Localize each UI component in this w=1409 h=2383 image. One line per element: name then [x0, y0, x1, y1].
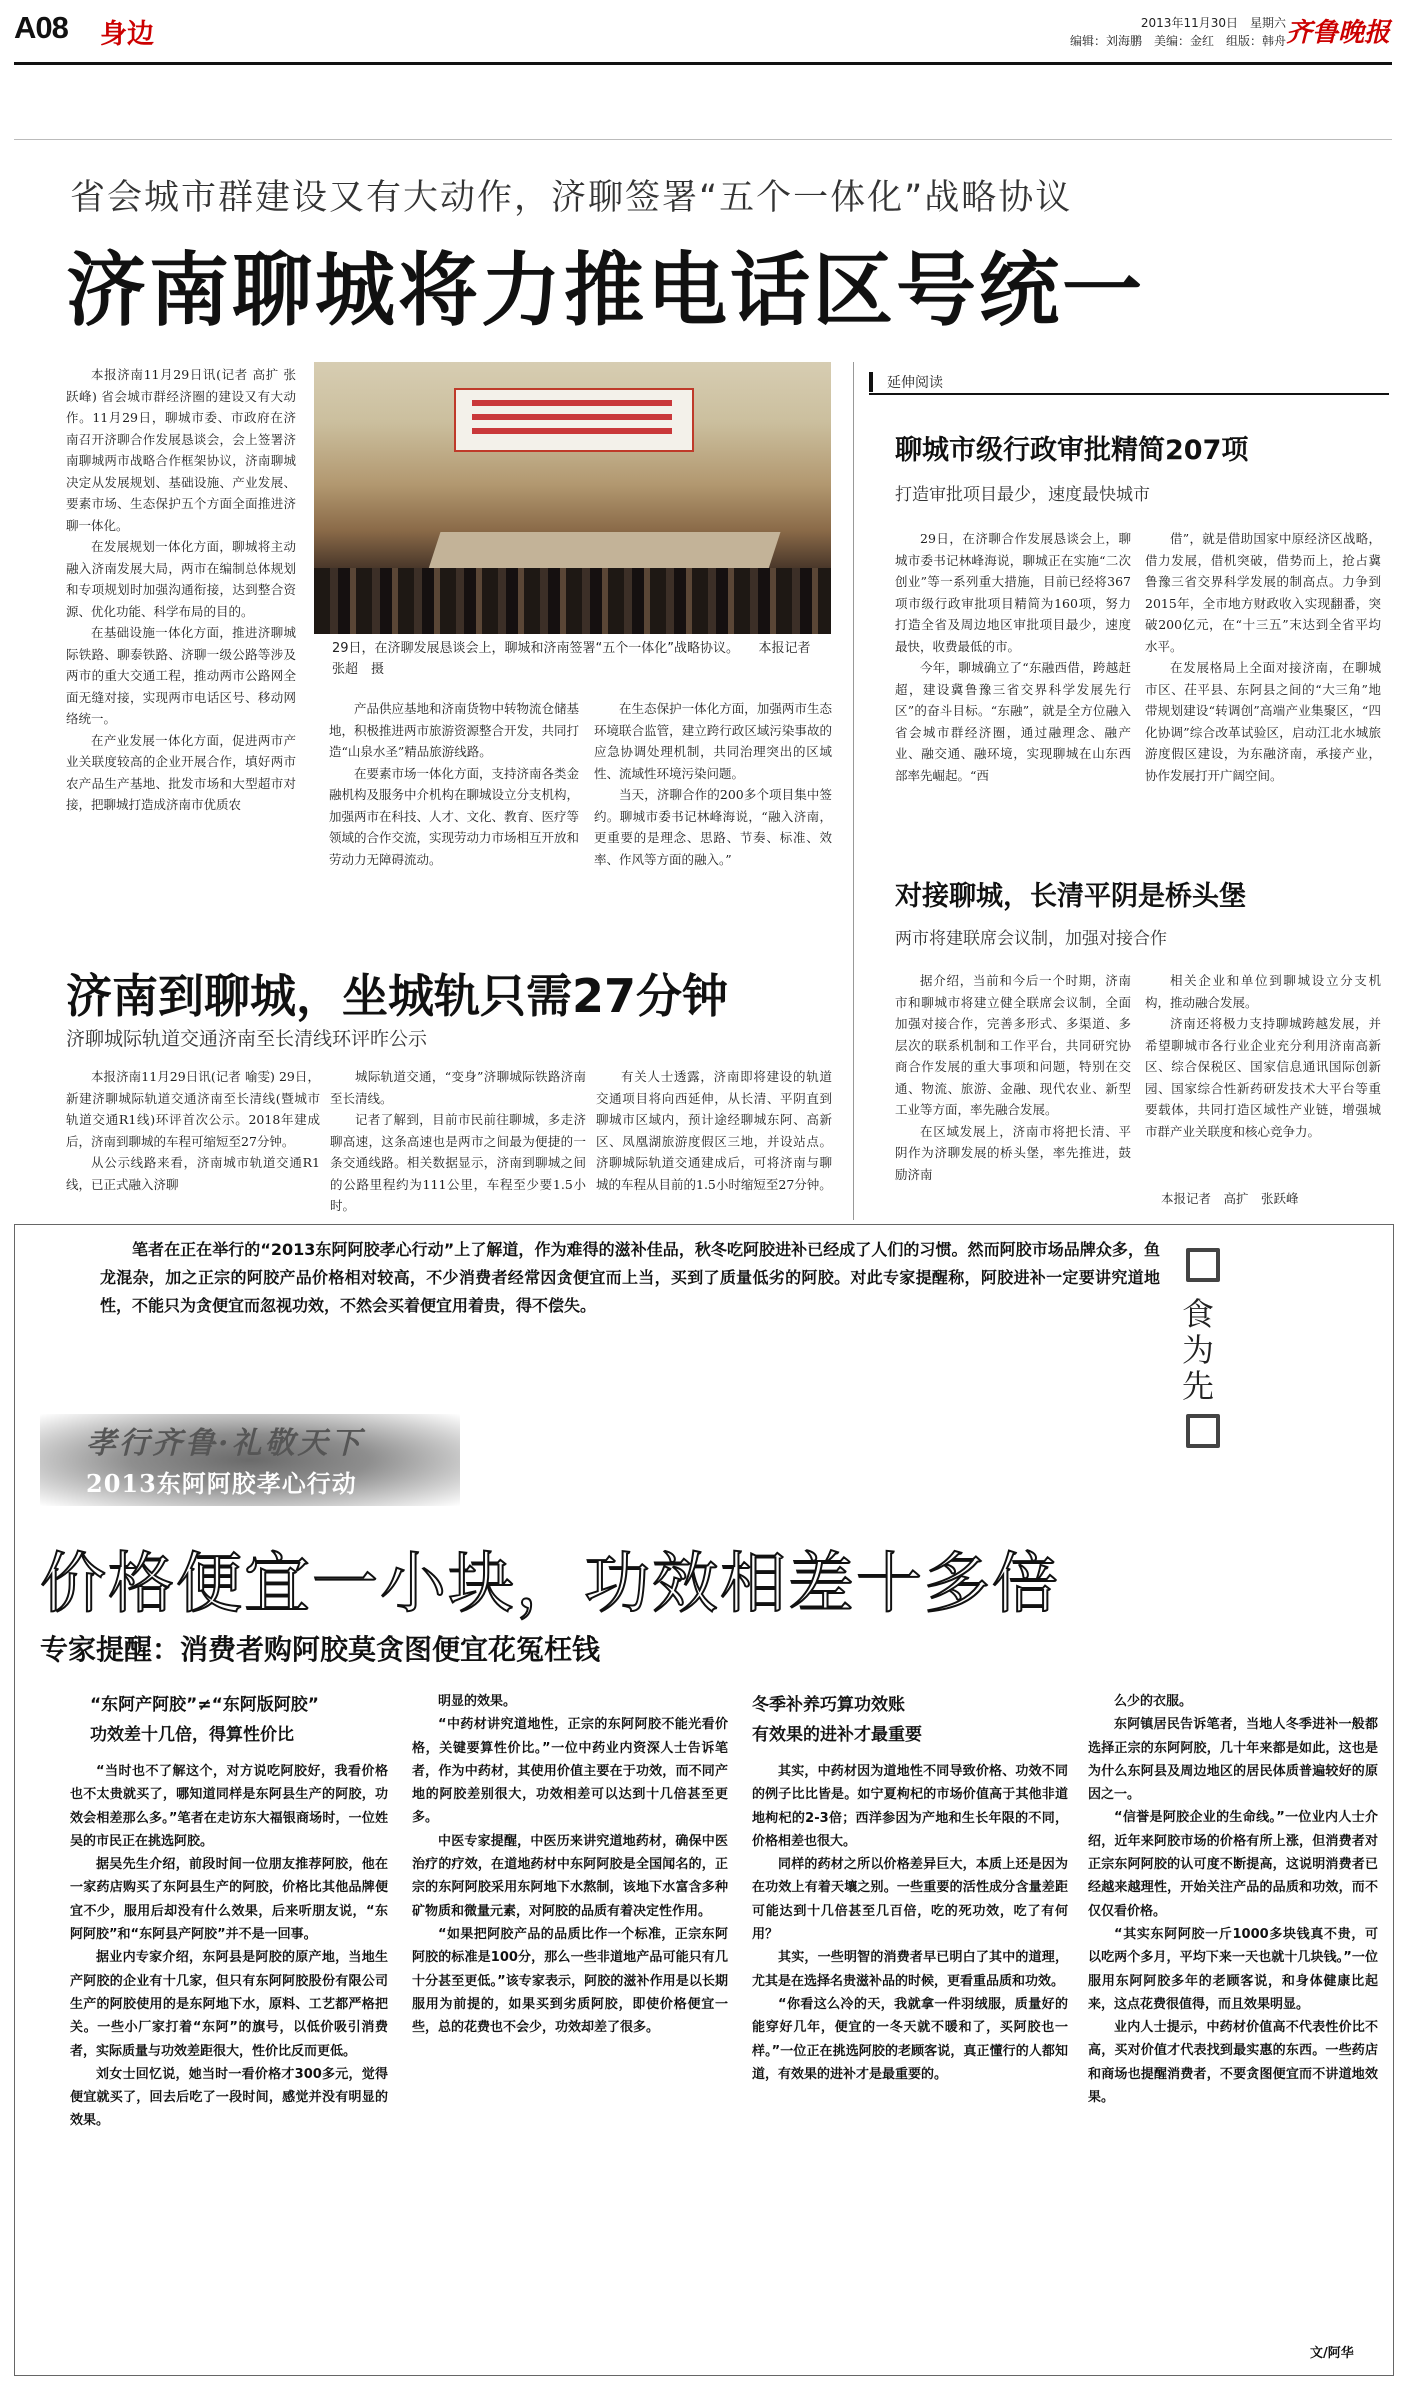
ornament-icon	[1186, 1414, 1220, 1448]
header-divider	[14, 139, 1392, 140]
adv-column-2	[412, 1690, 728, 2360]
lead-column-1	[66, 364, 296, 924]
lead-headline: 济南聊城将力推电话区号统一	[66, 244, 1145, 337]
second-column-1	[66, 1066, 320, 1218]
paragraph: 中医专家提醒，中医历来讲究道地药材，确保中医治疗的疗效，在道地药材中东阿阿胶是全国闻名的，正宗的东阿阿胶采用东阿地下水熬制，该地下水富含多种矿物质和微量元素，对阿胶的品质有着决定性作用。	[412, 1833, 728, 1919]
adv-column-1-heading	[90, 1690, 390, 1750]
paragraph: “其实东阿阿胶一斤1000多块钱真不贵，可以吃两个多月，平均下来一天也就十几块钱。”一位服用东阿阿胶多年的老顾客说，和身体健康比起来，这点花费很值得，而且效果明显。	[1088, 1926, 1378, 2012]
editor-credits: 编辑：刘海鹏 美编：金红 组版：韩舟	[1069, 34, 1286, 48]
paragraph: 同样的药材之所以价格差异巨大，本质上还是因为在功效上有着天壤之别。一些重要的活性成分含量差距可能达到十几倍甚至几百倍，吃的死功效，吃了有何用？	[752, 1857, 1068, 1943]
lead-column-2	[329, 698, 579, 924]
paragraph: 据吴先生介绍，前段时间一位朋友推荐阿胶，他在一家药店购买了东阿县生产的阿胶，价格比其他品牌便宜不少，服用后却没有什么效果，后来听朋友说，“东阿阿胶”和“东阿县产阿胶”并不是一回事。	[70, 1857, 388, 1943]
paragraph: 在发展格局上全面对接济南，在聊城市区、茌平县、东阿县之间的“大三角”地带规划建设“转调创”高端产业集聚区，“四化协调”综合改革试验区，启动江北水城旅游度假区建设，为东融济南，承接产业，协作发展打开广阔空间。	[1145, 660, 1381, 783]
second-column-2	[330, 1066, 586, 1218]
sidebar-story-2-column-1	[895, 970, 1131, 1208]
signing-ceremony-photo	[314, 362, 831, 634]
paragraph: 产品供应基地和济南货物中转物流仓储基地，积极推进两市旅游资源整合开发，共同打造“山泉水圣”精品旅游线路。	[329, 701, 579, 759]
paragraph: 在区域发展上，济南市将把长清、平阴作为济聊发展的桥头堡，率先推进，鼓励济南	[895, 1123, 1131, 1182]
column-badge-title: 食为先	[1181, 1295, 1214, 1405]
newspaper-logo: 齐鲁晚报	[1285, 18, 1390, 48]
paragraph: 当天，济聊合作的200多个项目集中签约。聊城市委书记林峰海说，“融入济南，更重要的是理念、思路、节奏、标准、效率、作风等方面的融入。”	[594, 787, 832, 867]
heading-line: 有效果的进补才最重要	[752, 1725, 922, 1745]
sidebar-story-1-column-2	[1145, 528, 1381, 872]
sidebar-story-2-column-2	[1145, 970, 1381, 1188]
paragraph: “你看这么冷的天，我就拿一件羽绒服，质量好的能穿好几年，便宜的一冬天就不暖和了，买阿胶也一样。”一位正在挑选阿胶的老顾客说，真正懂行的人都知道，有效果的进补才是最重要的。	[752, 1996, 1068, 2082]
paragraph: 在要素市场一体化方面，支持济南各类金融机构及服务中介机构在聊城设立分支机构，加强两市在科技、人才、文化、教育、医疗等领域的合作交流，实现劳动力市场相互开放和劳动力无障碍流动。	[329, 765, 579, 867]
masthead-rule	[14, 62, 1392, 65]
paragraph: 东阿镇居民告诉笔者，当地人冬季进补一般都选择正宗的东阿阿胶，几十年来都是如此，这也是为什么东阿县及周边地区的居民体质普遍较好的原因之一。	[1088, 1717, 1378, 1803]
sidebar-story-2-subhead: 两市将建联席会议制，加强对接合作	[895, 929, 1167, 949]
page-number: A08	[14, 10, 68, 45]
paragraph: “如果把阿胶产品的品质比作一个标准，正宗东阿阿胶的标准是100分，那么一些非道地产品可能只有几十分甚至更低。”该专家表示，阿胶的滋补作用是以长期服用为前提的，如果买到劣质阿胶，即使价格便宜一些，总的花费也不会少，功效却差了很多。	[412, 1926, 728, 2036]
paragraph: 在产业发展一体化方面，促进两市产业关联度较高的企业开展合作，填好两市农产品生产基地、批发市场和大型超市对接，把聊城打造成济南市优质农	[66, 732, 296, 812]
paragraph: 在基础设施一体化方面，推进济聊城际铁路、聊泰铁路、济聊一级公路等涉及两市的重大交通工程，推动两市公路网全面无缝对接，实现两市电话区号、移动网络统一。	[66, 625, 296, 726]
adv-column-3-heading	[752, 1690, 1052, 1750]
sidebar-story-2-headline: 对接聊城，长清平阴是桥头堡	[895, 881, 1246, 912]
lead-column-3	[594, 698, 832, 924]
photo-banner	[454, 388, 694, 452]
advertorial-headline: 价格便宜一小块，功效相差十多倍	[40, 1545, 1060, 1622]
paragraph: 本报济南11月29日讯(记者 喻雯) 29日，新建济聊城际轨道交通济南至长清线(暨城市轨道交通R1线)环评首次公示。2018年建成后，济南到聊城的车程可缩短至27分钟。	[66, 1069, 320, 1149]
masthead-meta	[1026, 14, 1286, 50]
paragraph: 从公示线路来看，济南城市轨道交通R1线，已正式融入济聊	[66, 1155, 320, 1192]
related-reading-sidebar	[869, 362, 1399, 1224]
second-column-3	[596, 1066, 832, 1218]
advertorial-intro: 笔者在正在举行的“2013东阿阿胶孝心行动”上了解道，作为难得的滋补佳品，秋冬吃阿胶进补已经成了人们的习惯。然而阿胶市场品牌众多，鱼龙混杂，加之正宗的阿胶产品价格相对较高，不少消费者经常因贪便宜而上当，买到了质量低劣的阿胶。对此专家提醒称，阿胶进补一定要讲究道地性，不能只为贪便宜而忽视功效，不然会买着便宜用着贵，得不偿失。	[100, 1240, 1160, 1315]
paragraph: 借”，就是借助国家中原经济区战略，借力发展，借机突破，借势而上，抢占冀鲁豫三省交界科学发展的制高点。力争到2015年，全市地方财政收入实现翻番，突破200亿元，在“十三五”末达到全省平均水平。	[1145, 531, 1381, 654]
paragraph: 据业内专家介绍，东阿县是阿胶的原产地，当地生产阿胶的企业有十几家，但只有东阿阿胶股份有限公司生产的阿胶使用的是东阿地下水，原料、工艺都严格把关。一些小厂家打着“东阿”的旗号，以低价吸引消费者，实际质量与功效差距很大，性价比反而更低。	[70, 1950, 388, 2059]
paragraph: 有关人士透露，济南即将建设的轨道交通项目将向西延伸，从长清、平阴直到聊城市区域内，预计途经聊城东阿、高新区、凤凰湖旅游度假区三地，并设站点。济聊城际轨道交通建成后，可将济南与聊城的车程从目前的1.5小时缩短至27分钟。	[596, 1069, 832, 1192]
sidebar-rule	[869, 393, 1389, 395]
paragraph: “信誉是阿胶企业的生命线。”一位业内人士介绍，近年来阿胶市场的价格有所上涨，但消费者对正宗东阿阿胶的认可度不断提高，这说明消费者已经越来越理性，开始关注产品的品质和功效，而不仅仅看价格。	[1088, 1810, 1378, 1919]
campaign-slogan: 孝行齐鲁·礼敬天下	[86, 1426, 364, 1461]
advertorial-signature: 文/阿华	[1310, 2346, 1354, 2361]
issue-date: 2013年11月30日 星期六	[1140, 16, 1286, 30]
second-headline: 济南到聊城，坐城轨只需27分钟	[66, 969, 729, 1023]
paragraph: 在生态保护一体化方面，加强两市生态环境联合监管，建立跨行政区域污染事故的应急协调处理机制，共同治理突出的区域性、流域性环境污染问题。	[594, 701, 832, 781]
paragraph: 济南还将极力支持聊城跨越发展，并希望聊城市各行业企业充分利用济南高新区、综合保税区、国家信息通讯国际创新园、国家综合性新药研发技术大平台等重要载体，共同打造区域性产业链，增强城市群产业关联度和核心竞争力。	[1145, 1016, 1381, 1139]
section-name: 身边	[100, 19, 154, 50]
adv-column-3	[752, 1760, 1068, 2360]
paragraph: 据介绍，当前和今后一个时期，济南市和聊城市将建立健全联席会议制，全面加强对接合作，完善多形式、多渠道、多层次的联系机制和工作平台，共同研究协商合作发展的重大事项和问题，特别在交通、物流、旅游、金融、现代农业、新型工业等方面，率先融合发展。	[895, 973, 1131, 1117]
byline: 本报记者 高扩 张跃峰	[1161, 1191, 1299, 1206]
paragraph: “当时也不了解这个，对方说吃阿胶好，我看价格也不太贵就买了，哪知道同样是东阿县生产的阿胶，功效会相差那么多。”笔者在走访东大福银商场时，一位姓吴的市民正在挑选阿胶。	[70, 1764, 388, 1849]
paragraph: 相关企业和单位到聊城设立分支机构，推动融合发展。	[1145, 973, 1381, 1010]
photo-caption: 29日，在济聊发展恳谈会上，聊城和济南签署“五个一体化”战略协议。 本报记者 张超 摄	[332, 641, 824, 677]
paragraph: “中药材讲究道地性，正宗的东阿阿胶不能光看价格，关键要算性价比。”一位中药业内资深人士告诉笔者，作为中药材，其使用价值主要在于功效，而不同产地的阿胶差别很大，功效相差可以达到十几倍甚至更多。	[412, 1717, 728, 1826]
paragraph: 本报济南11月29日讯(记者 高扩 张跃峰) 省会城市群经济圈的建设又有大动作。11月29日，聊城市委、市政府在济南召开济聊合作发展恳谈会，会上签署济南聊城两市战略合作框架协议，济南聊城决定从发展规划、基础设施、产业发展、要素市场、生态保护五个方面全面推进济聊一体化。	[66, 367, 296, 533]
paragraph: 刘女士回忆说，她当时一看价格才300多元，觉得便宜就买了，回去后吃了一段时间，感觉并没有明显的效果。	[70, 2066, 388, 2129]
advertorial-subhead: 专家提醒：消费者购阿胶莫贪图便宜花冤枉钱	[40, 1633, 601, 1666]
paragraph: 记者了解到，目前市民前往聊城，多走济聊高速，这条高速也是两市之间最为便捷的一条交通线路。相关数据显示，济南到聊城之间的公路里程约为111公里，车程至少要1.5小时。	[330, 1112, 586, 1213]
campaign-name: 2013东阿阿胶孝心行动	[86, 1469, 357, 1498]
ornament-icon	[1186, 1248, 1220, 1282]
paragraph: 其实，中药材因为道地性不同导致价格、功效不同的例子比比皆是。如宁夏枸杞的市场价值高于其他非道地枸杞的2-3倍；西洋参因为产地和生长年限的不同，价格相差也很大。	[752, 1764, 1068, 1849]
second-subhead: 济聊城际轨道交通济南至长清线环评昨公示	[66, 1028, 428, 1050]
masthead	[14, 10, 1390, 54]
sidebar-tag: 延伸阅读	[869, 372, 943, 392]
heading-line: “东阿产阿胶”≠“东阿版阿胶”	[90, 1695, 319, 1715]
paragraph: 其实，一些明智的消费者早已明白了其中的道理，尤其是在选择名贵滋补品的时候，更看重品质和功效。	[752, 1950, 1068, 1989]
paragraph: 城际轨道交通，“变身”济聊城际铁路济南至长清线。	[330, 1069, 586, 1106]
heading-line: 冬季补养巧算功效账	[752, 1695, 905, 1715]
adv-column-4	[1088, 1690, 1378, 2340]
adv-column-1	[70, 1760, 388, 2360]
paragraph: 明显的效果。	[438, 1694, 517, 1709]
paragraph: 业内人士提示，中药材价值高不代表性价比不高，买对价值才代表找到最实惠的东西。一些药店和商场也提醒消费者，不要贪图便宜而不讲道地效果。	[1088, 2020, 1378, 2106]
sidebar-story-1-column-1	[895, 528, 1131, 872]
sidebar-byline	[1161, 1188, 1381, 1212]
sidebar-story-1-subhead: 打造审批项目最少，速度最快城市	[895, 485, 1150, 505]
paragraph: 29日，在济聊合作发展恳谈会上，聊城市委书记林峰海说，聊城正在实施“二次创业”等一系列重大措施，目前已经将367项市级行政审批项目精简为160项，努力打造全省及周边地区审批项目最少，速度最快，收费最低的市。	[895, 531, 1131, 654]
sidebar-story-1-headline: 聊城市级行政审批精简207项	[895, 435, 1249, 466]
paragraph: 么少的衣服。	[1114, 1694, 1193, 1709]
paragraph: 今年，聊城确立了“东融西借，跨越赶超，建设冀鲁豫三省交界科学发展先行区”的奋斗目标。“东融”，就是全方位融入省会城市群经济圈，通过融理念、融产业、融交通、融环境，实现聊城在山东西部率先崛起。“西	[895, 660, 1131, 783]
paragraph: 在发展规划一体化方面，聊城将主动融入济南发展大局，两市在编制总体规划和专项规划时加强沟通衔接，达到整合资源、优化功能、科学布局的目的。	[66, 539, 296, 619]
sidebar-divider	[853, 362, 854, 1220]
heading-line: 功效差十几倍，得算性价比	[90, 1725, 294, 1745]
photo-table	[428, 532, 781, 572]
photo-audience	[314, 568, 831, 634]
lead-kicker: 省会城市群建设又有大动作，济聊签署“五个一体化”战略协议	[70, 178, 1073, 218]
